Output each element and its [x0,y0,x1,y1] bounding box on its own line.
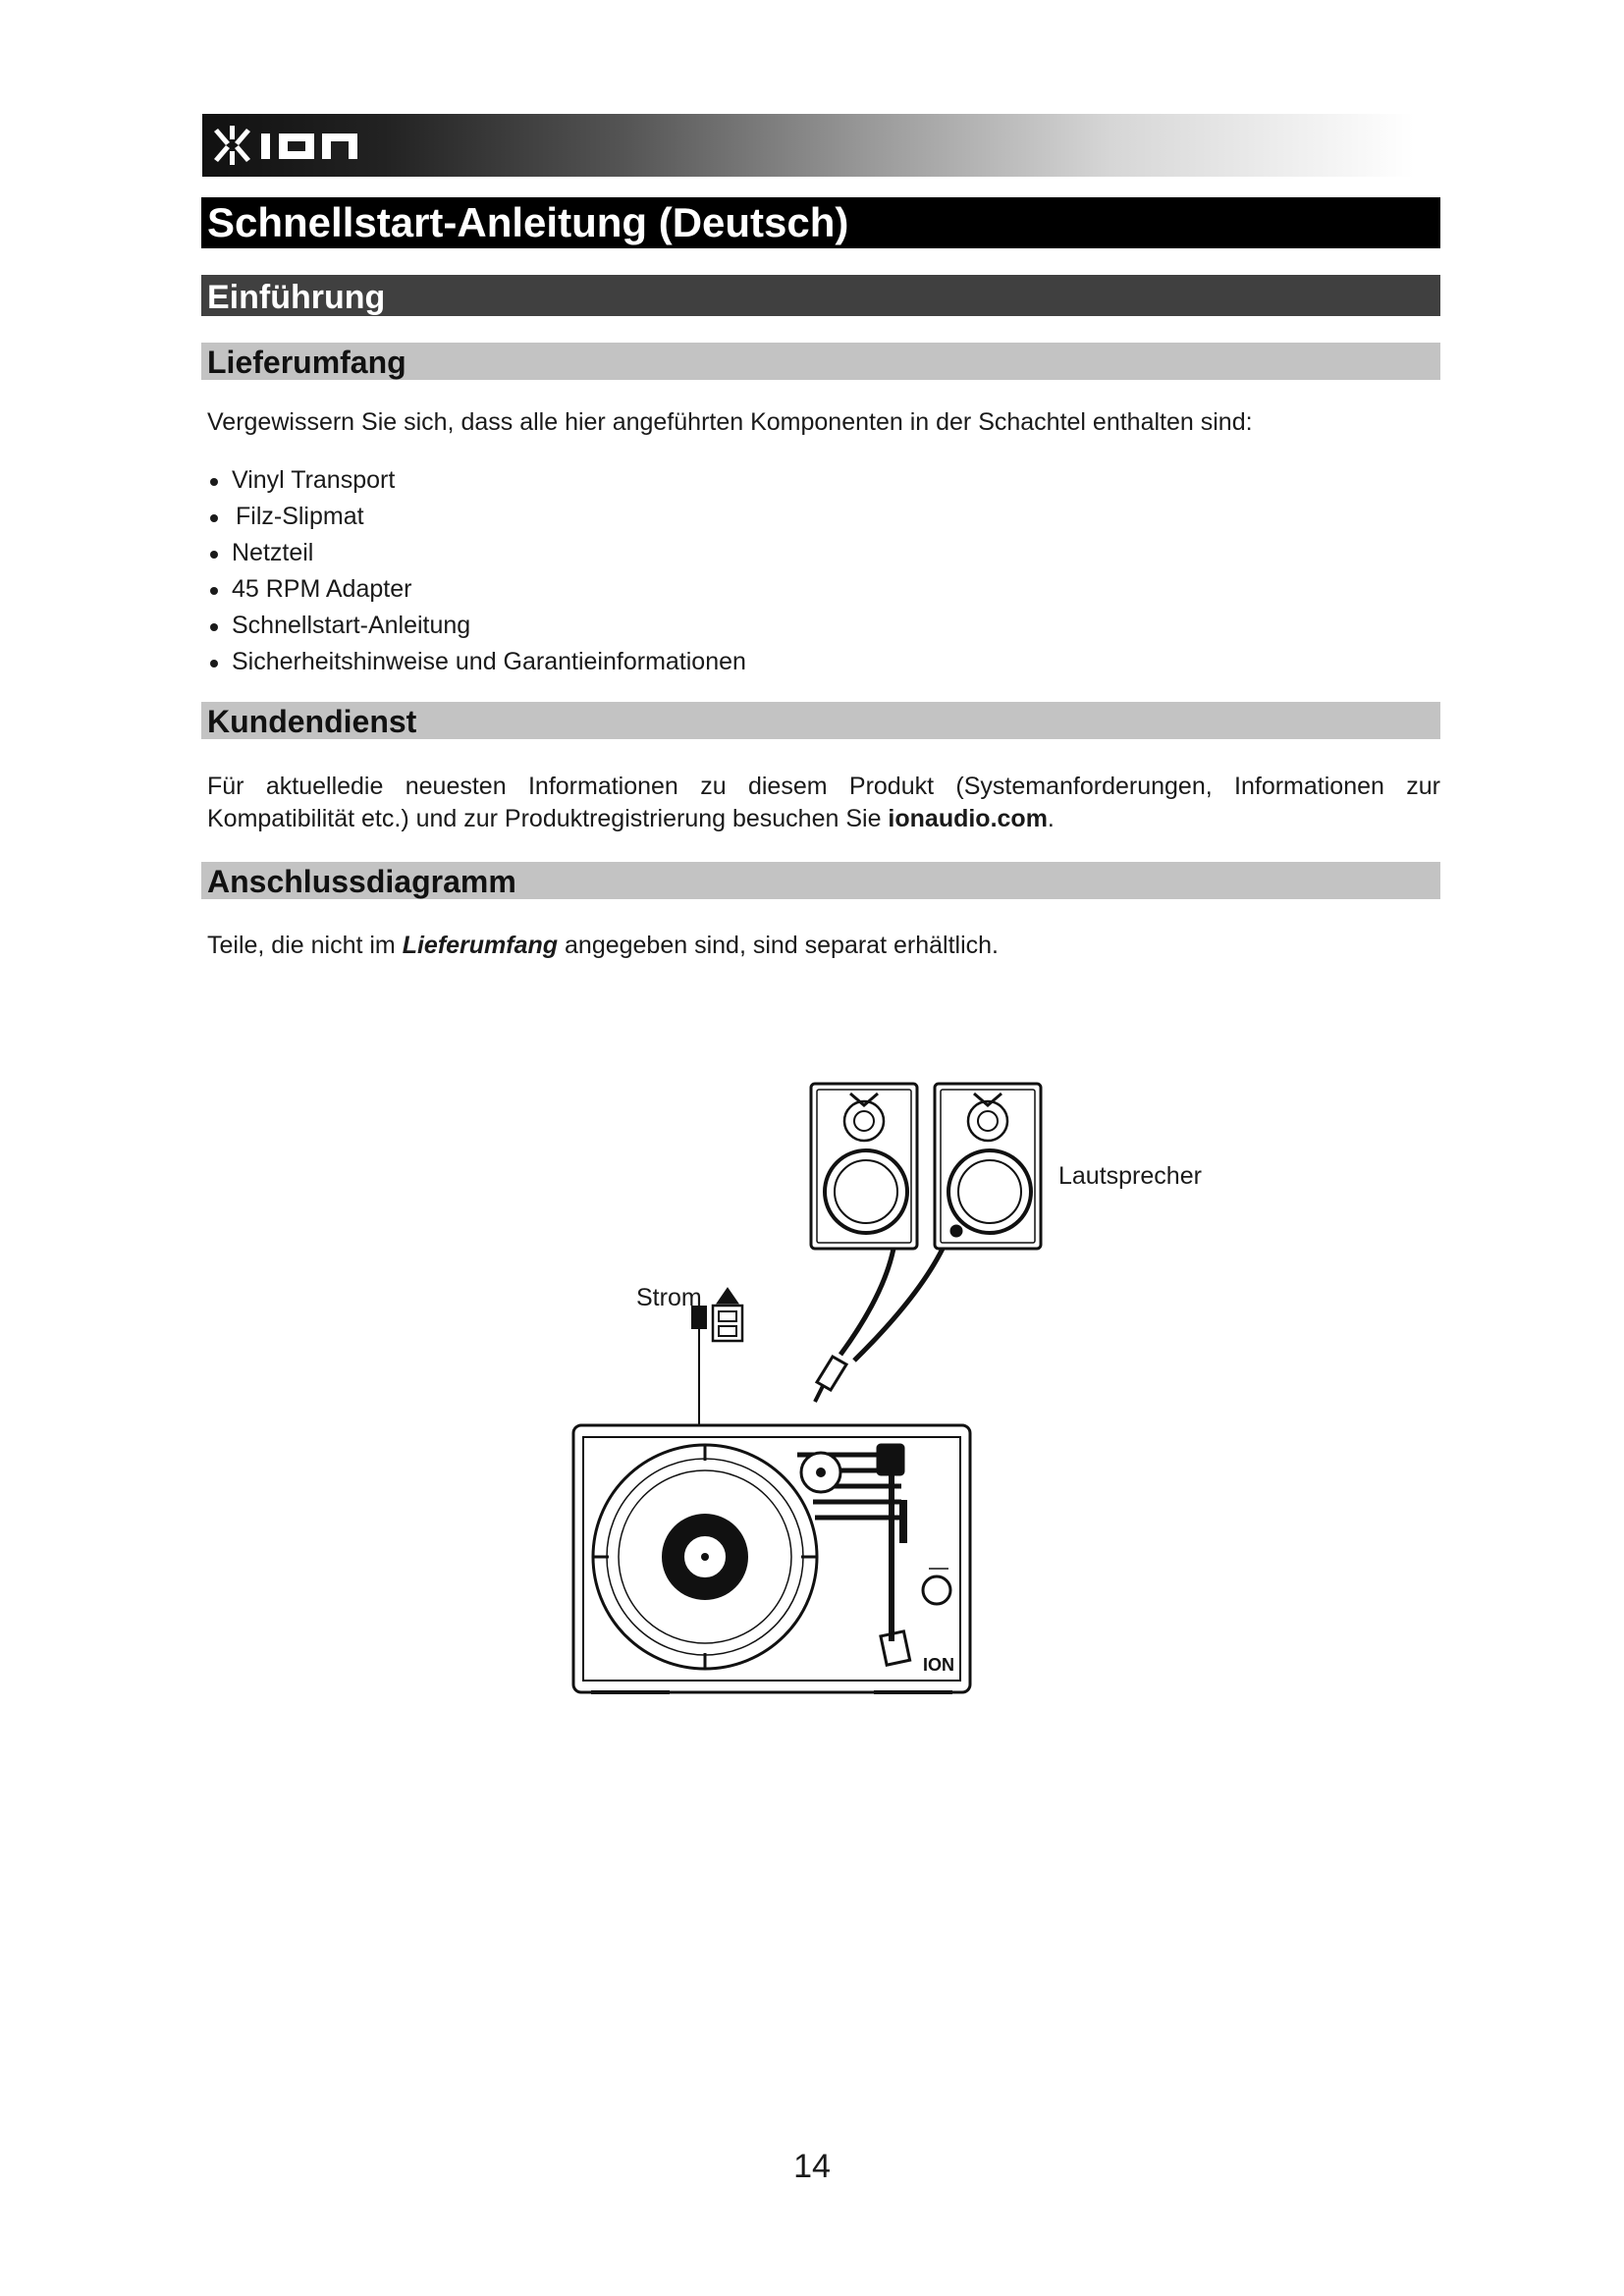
anschluss-text-body: Teile, die nicht im [207,932,403,959]
subheading-lieferumfang: Lieferumfang [201,343,1440,380]
connection-diagram [569,1070,1257,1718]
anschluss-text-end: angegeben sind, sind separat erhältlich. [558,932,999,959]
contents-list [228,463,746,681]
website-link[interactable]: ionaudio.com [888,805,1048,832]
list-item: Schnellstart-Anleitung [228,609,746,645]
page-number: 14 [793,2148,831,2185]
list-item: Sicherheitshinweise und Garantieinformationen [228,645,746,681]
kundendienst-text-body: Für aktuelledie neuesten Informationen zu diesem Produkt (Systemanforderungen, Informationen zur Kompatibilität etc.) und zur Produktregistrierung besuchen Sie [207,773,1440,832]
speaker-right-icon [935,1084,1041,1249]
subheading-anschlussdiagramm: Anschlussdiagramm [201,862,1440,899]
list-item: Vinyl Transport [228,463,746,500]
anschluss-text [207,930,999,962]
lieferumfang-intro: Vergewissern Sie sich, dass alle hier angeführten Komponenten in der Schachtel enthalten sind: [207,408,1253,436]
ion-logo [208,118,385,173]
kundendienst-text-end: . [1047,805,1055,832]
list-item: Filz-Slipmat [228,500,746,536]
audio-cable-icon [815,1249,943,1402]
list-item: 45 RPM Adapter [228,572,746,609]
page-title: Schnellstart-Anleitung (Deutsch) [201,197,1440,248]
subheading-kundendienst: Kundendienst [201,702,1440,739]
anschluss-emphasis: Lieferumfang [402,932,559,959]
list-item: Netzteil [228,536,746,572]
power-label: Strom [636,1284,702,1311]
device-logo: ION [922,1655,954,1675]
speaker-label: Lautsprecher [1058,1162,1202,1190]
turntable-icon [573,1425,970,1692]
logo-banner [202,114,1414,177]
kundendienst-text [207,771,1440,835]
section-heading-einfuehrung: Einführung [201,275,1440,316]
speaker-left-icon [811,1084,917,1249]
